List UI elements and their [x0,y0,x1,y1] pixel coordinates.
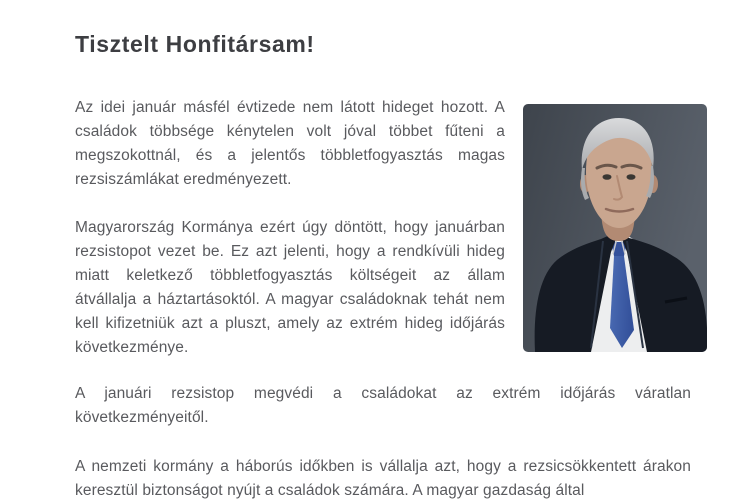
page-title: Tisztelt Honfitársam! [75,31,315,57]
paragraph-3: A januári rezsistop megvédi a családokat az extrém időjárás váratlan következményeitől. [75,385,691,426]
paragraph-4: A nemzeti kormány a háborús időkben is vállalja azt, hogy a rezsicsökkentett árakon keresztül biztonságot nyújt a családok számára. A magyar gazdaság által [75,458,691,499]
portrait-illustration [523,104,707,352]
portrait-photo [523,104,707,352]
eye-left-shape [603,174,612,180]
letter-text-column [75,96,505,360]
eye-right-shape [627,174,636,180]
paragraph-2: Magyarország Kormánya ezért úgy döntött, hogy januárban rezsistopot vezet be. Ez azt jelenti, hogy a rendkívüli hideg miatt keletkező többletfogyasztás költségeit az állam átvállalja a háztartásoktól. A magyar családoknak tehát nem kell kifizetniük azt a pluszt, amely az extrém hideg időjárás következménye. [75,219,505,356]
letter-top-section [75,96,750,360]
paragraph-1: Az idei január másfél évtizede nem látott hideget hozott. A családok többsége kénytelen volt jóval többet fűteni a megszokottnál, és a jelentős többletfogyasztás magas rezsiszámlákat eredményezett. [75,99,505,188]
